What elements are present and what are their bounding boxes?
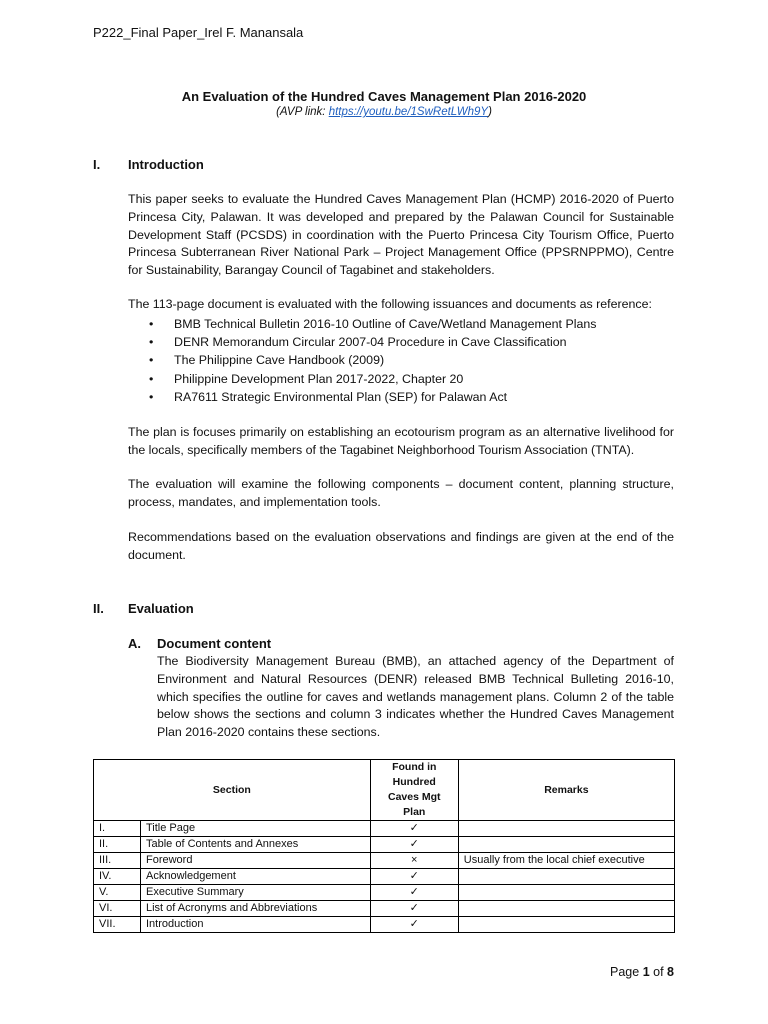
document-title: An Evaluation of the Hundred Caves Management Plan 2016-2020 (181, 89, 587, 104)
cross-icon: × (370, 853, 458, 869)
section-2-title: Evaluation (128, 601, 194, 616)
row-remarks (458, 917, 674, 933)
header-found: Found in Hundred Caves Mgt Plan (370, 760, 458, 821)
check-icon: ✓ (370, 869, 458, 885)
reference-item: • BMB Technical Bulletin 2016-10 Outline of Cave/Wetland Management Plans (128, 315, 596, 333)
row-section: Acknowledgement (141, 869, 371, 885)
document-content-paragraph: The Biodiversity Management Bureau (BMB), an attached agency of the Department of Environment and Natural Resources (DENR) released BMB Technical Bulleting 2016-10, which specifies the outline for caves and wetlands management plans. Column 2 of the table below shows the sections and column 3 indicates whether the Hundred Caves Management Plan 2016-2020 contains these sections. (157, 654, 674, 740)
check-icon: ✓ (370, 917, 458, 933)
table-row (94, 869, 675, 885)
page-of: of (653, 965, 664, 979)
row-number: III. (94, 853, 141, 869)
table-row (94, 821, 675, 837)
row-remarks: Usually from the local chief executive (458, 853, 674, 869)
intro-paragraph-2: The 113-page document is evaluated with the following issuances and documents as reference: (128, 297, 652, 311)
running-header: P222_Final Paper_Irel F. Manansala (93, 25, 304, 40)
intro-paragraph-3: The plan is focuses primarily on establishing an ecotourism program as an alternative livelihood for the locals, specifically members of the Tagabinet Neighborhood Tourism Association (TNTA). (128, 425, 674, 457)
row-section: Introduction (141, 917, 371, 933)
header-section: Section (94, 760, 371, 821)
row-section: Title Page (141, 821, 371, 837)
page-label: Page (610, 965, 640, 979)
check-icon: ✓ (370, 885, 458, 901)
row-number: I. (94, 821, 141, 837)
sections-table (93, 759, 675, 933)
avp-line (0, 106, 768, 118)
check-icon: ✓ (370, 821, 458, 837)
row-section: Foreword (141, 853, 371, 869)
reference-item: • DENR Memorandum Circular 2007-04 Procedure in Cave Classification (128, 333, 596, 351)
row-remarks (458, 821, 674, 837)
row-number: IV. (94, 869, 141, 885)
avp-suffix: ) (488, 106, 492, 118)
header-remarks: Remarks (458, 760, 674, 821)
row-remarks (458, 837, 674, 853)
table-row (94, 837, 675, 853)
table-row (94, 917, 675, 933)
section-2-number: II. (93, 601, 104, 616)
section-1-number: I. (93, 157, 101, 172)
page-current: 1 (642, 965, 650, 979)
check-icon: ✓ (370, 901, 458, 917)
check-icon: ✓ (370, 837, 458, 853)
reference-item: • Philippine Development Plan 2017-2022, Chapter 20 (128, 370, 596, 388)
row-remarks (458, 901, 674, 917)
row-remarks (458, 869, 674, 885)
intro-paragraph-4: The evaluation will examine the following components – document content, planning structure, process, mandates, and implementation tools. (128, 477, 674, 509)
row-number: II. (94, 837, 141, 853)
row-number: V. (94, 885, 141, 901)
page-total: 8 (667, 965, 674, 979)
intro-paragraph-1: This paper seeks to evaluate the Hundred Caves Management Plan (HCMP) 2016-2020 of Puerto Princesa City, Palawan. It was developed and prepared by the Palawan Council for Sustainable Development Staff (PCSDS) in coordination with the Puerto Princesa City Tourism Office, Puerto Princesa Subterranean River National Park – Project Management Office (PPSRNPPMO), Centre for Sustainability, Barangay Council of Tagabinet and stakeholders. (128, 192, 674, 278)
subsection-a-title: Document content (157, 636, 272, 651)
table-row (94, 885, 675, 901)
section-1-title: Introduction (128, 157, 204, 172)
row-section: Table of Contents and Annexes (141, 837, 371, 853)
row-number: VII. (94, 917, 141, 933)
reference-item: • RA7611 Strategic Environmental Plan (SEP) for Palawan Act (128, 388, 596, 406)
table-header-row (94, 760, 675, 821)
reference-item: • The Philippine Cave Handbook (2009) (128, 351, 596, 369)
table-row (94, 901, 675, 917)
reference-list (128, 315, 596, 406)
table-row (94, 853, 675, 869)
subsection-a-letter: A. (128, 636, 141, 651)
avp-link[interactable]: https://youtu.be/1SwRetLWh9Y (328, 106, 489, 118)
row-remarks (458, 885, 674, 901)
row-section: Executive Summary (141, 885, 371, 901)
avp-prefix: (AVP link: (276, 106, 329, 118)
row-section: List of Acronyms and Abbreviations (141, 901, 371, 917)
page-number (610, 965, 674, 979)
row-number: VI. (94, 901, 141, 917)
intro-paragraph-5: Recommendations based on the evaluation observations and findings are given at the end of the document. (128, 530, 674, 562)
